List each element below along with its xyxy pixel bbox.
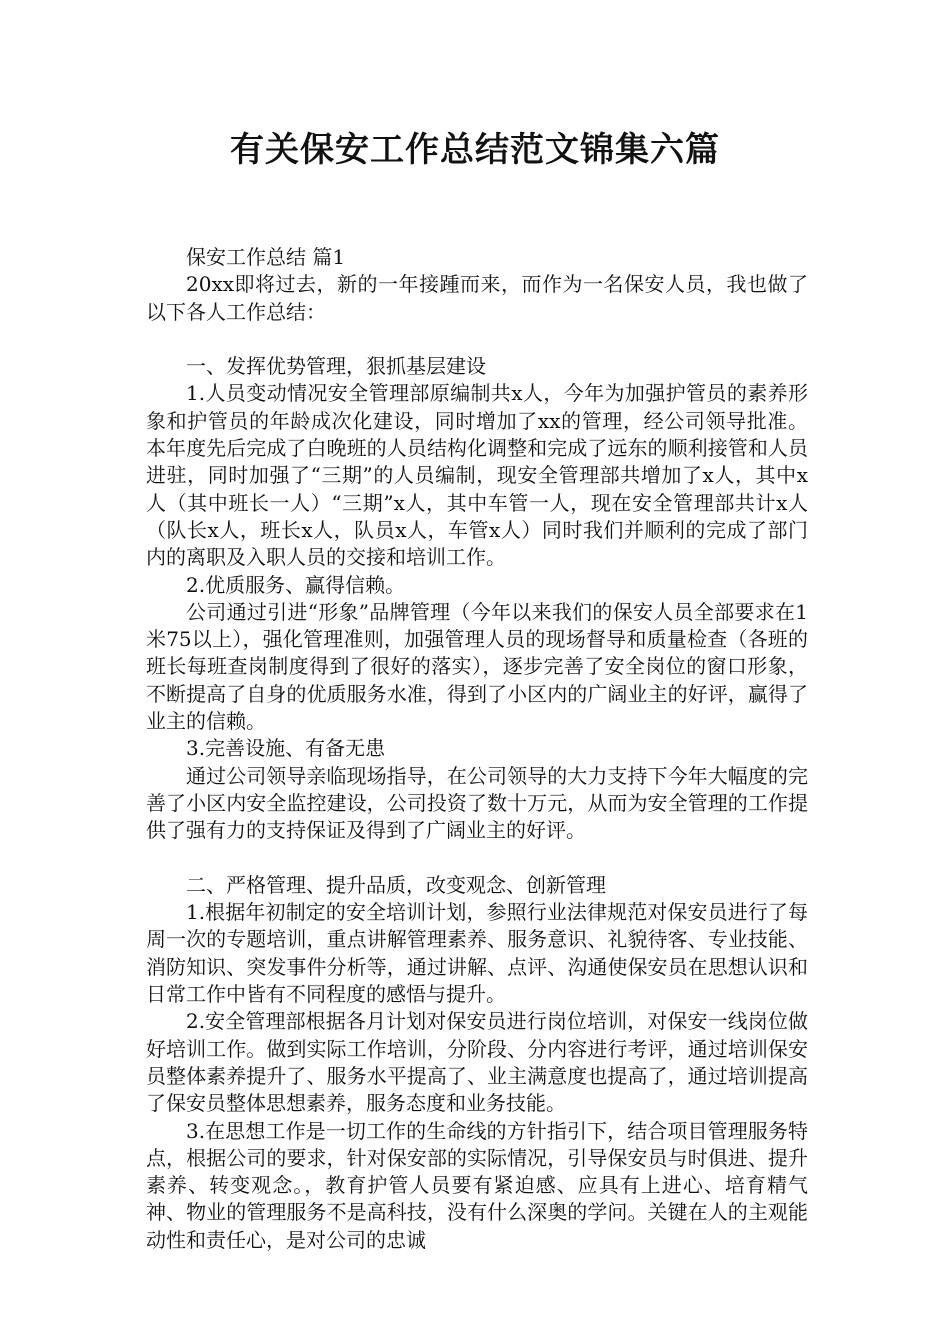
paragraph-1-2: 公司通过引进“形象”品牌管理（今年以来我们的保安人员全部要求在1米75以上），强化管理准则，加强管理人员的现场督导和质量检查（各班的班长每班查岗制度得到了很好的落实），逐步完善了安全岗位的窗口形象，不断提高了自身的优质服务水准，得到了小区内的广阔业主的好评，赢得了业主的信赖。	[146, 599, 808, 734]
paragraph-2-3: 3.在思想工作是一切工作的生命线的方针指引下，结合项目管理服务特点，根据公司的要求，针对保安部的实际情况，引导保安员与时俱进、提升素养、转变观念。，教育护管人员要有紧迫感、应具有上进心、培育精气神、物业的管理服务不是高科技，没有什么深奥的学问。关键在人的主观能动性和责任心，是对公司的忠诚	[146, 1118, 808, 1252]
paragraph-2-2: 2.安全管理部根据各月计划对保安员进行岗位培训，对保安一线岗位做好培训工作。做到实际工作培训，分阶段、分内容进行考评，通过培训保安员整体素养提升了、服务水平提高了、业主满意度也提高了，通过培训提高了保安员整体思想素养，服务态度和业务技能。	[146, 1009, 808, 1116]
paragraph-subheading-1-3: 3.完善设施、有备无患	[186, 736, 386, 761]
paragraph-1-3: 通过公司领导亲临现场指导，在公司领导的大力支持下今年大幅度的完善了小区内安全监控建设，公司投资了数十万元，从而为安全管理的工作提供了强有力的支持保证及得到了广阔业主的好评。	[146, 763, 808, 843]
paragraph-subheading-1-2: 2.优质服务、赢得信赖。	[186, 572, 406, 597]
paragraph-2-1: 1.根据年初制定的安全培训计划，参照行业法律规范对保安员进行了每周一次的专题培训，重点讲解管理素养、服务意识、礼貌待客、专业技能、消防知识、突发事件分析等，通过讲解、点评、沟通使保安员在思想认识和日常工作中皆有不同程度的感悟与提升。	[146, 900, 808, 1007]
paragraph-heading-2: 二、严格管理、提升品质，改变观念、创新管理	[186, 872, 606, 897]
paragraph-intro: 20xx即将过去，新的一年接踵而来，而作为一名保安人员，我也做了以下各人工作总结：	[146, 272, 808, 324]
paragraph-heading-1: 一、发挥优势管理，狠抓基层建设	[186, 354, 486, 379]
paragraph-1-1: 1.人员变动情况安全管理部原编制共x人，今年为加强护管员的素养形象和护管员的年龄成次化建设，同时增加了xx的管理，经公司领导批准。本年度先后完成了白晚班的人员结构化调整和完成了远东的顺利接管和人员进驻，同时加强了“三期”的人员编制，现安全管理部共增加了x人，其中x人（其中班长一人）“三期”x人，其中车管一人，现在安全管理部共计x人（队长x人，班长x人，队员x人，车管x人）同时我们并顺利的完成了部门内的离职及入职人员的交接和培训工作。	[146, 381, 808, 570]
document-title: 有关保安工作总结范文锦集六篇	[230, 130, 720, 170]
document-body	[146, 244, 808, 1254]
paragraph-section-heading: 保安工作总结 篇1	[186, 245, 346, 269]
